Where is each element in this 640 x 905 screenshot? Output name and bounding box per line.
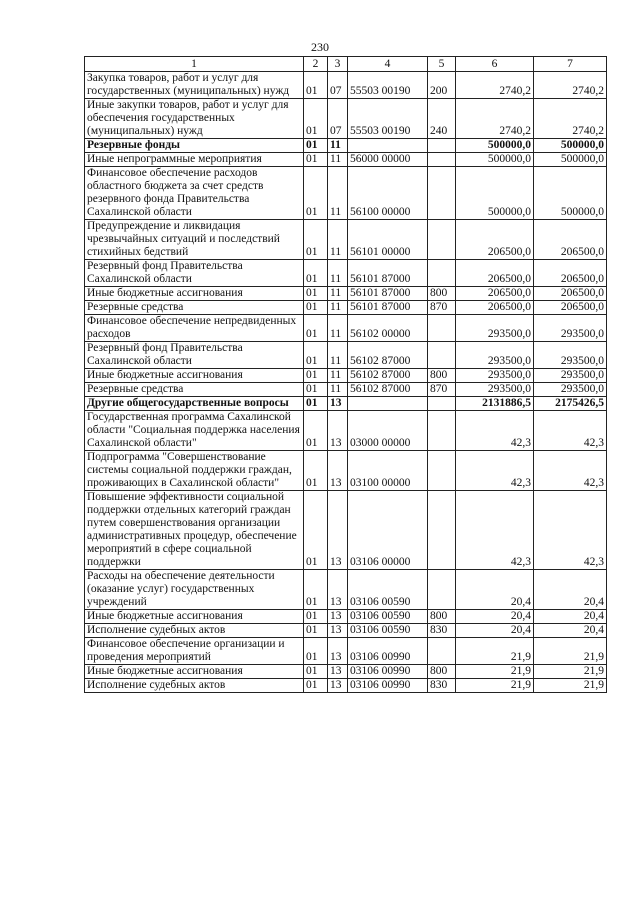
amount-cell-col6: 42,3 [456, 491, 534, 570]
target-article-cell: 56102 87000 [348, 342, 428, 369]
item-name-cell: Резервный фонд Правительства Сахалинской области [85, 260, 304, 287]
table-row [85, 665, 607, 679]
amount-cell-col6: 500000,0 [456, 139, 534, 153]
expense-type-cell [428, 397, 456, 411]
target-article-cell: 56101 87000 [348, 260, 428, 287]
table-row [85, 638, 607, 665]
item-name-cell: Резервные средства [85, 301, 304, 315]
expense-type-cell [428, 638, 456, 665]
target-article-cell: 55503 00190 [348, 99, 428, 139]
table-row [85, 624, 607, 638]
amount-cell-col6: 206500,0 [456, 301, 534, 315]
target-article-cell: 03106 00590 [348, 610, 428, 624]
item-name-cell: Иные непрограммные мероприятия [85, 153, 304, 167]
item-name-cell: Финансовое обеспечение расходов областного бюджета за счет средств резервного фонда Правительства Сахалинской области [85, 167, 304, 220]
subsection-code-cell: 11 [328, 301, 348, 315]
item-name-cell: Иные бюджетные ассигнования [85, 610, 304, 624]
subsection-code-cell: 11 [328, 315, 348, 342]
amount-cell-col6: 20,4 [456, 624, 534, 638]
expense-type-cell [428, 139, 456, 153]
section-code-cell: 01 [304, 624, 328, 638]
section-code-cell: 01 [304, 397, 328, 411]
amount-cell-col7: 21,9 [534, 679, 607, 693]
amount-cell-col7: 293500,0 [534, 342, 607, 369]
table-row [85, 610, 607, 624]
amount-cell-col7: 20,4 [534, 610, 607, 624]
table-row [85, 342, 607, 369]
subsection-code-cell: 11 [328, 220, 348, 260]
item-name-cell: Иные закупки товаров, работ и услуг для обеспечения государственных (муниципальных) нужд [85, 99, 304, 139]
section-code-cell: 01 [304, 287, 328, 301]
amount-cell-col7: 500000,0 [534, 139, 607, 153]
expense-type-cell [428, 153, 456, 167]
table-row [85, 167, 607, 220]
table-header-row [85, 57, 607, 72]
subsection-code-cell: 11 [328, 287, 348, 301]
amount-cell-col6: 206500,0 [456, 287, 534, 301]
section-code-cell: 01 [304, 638, 328, 665]
item-name-cell: Подпрограмма "Совершенствование системы социальной поддержки граждан, проживающих в Сахалинской области" [85, 451, 304, 491]
amount-cell-col6: 293500,0 [456, 383, 534, 397]
expense-type-cell [428, 491, 456, 570]
amount-cell-col6: 20,4 [456, 570, 534, 610]
amount-cell-col6: 293500,0 [456, 315, 534, 342]
subsection-code-cell: 13 [328, 411, 348, 451]
amount-cell-col6: 2740,2 [456, 99, 534, 139]
item-name-cell: Иные бюджетные ассигнования [85, 369, 304, 383]
amount-cell-col6: 20,4 [456, 610, 534, 624]
section-code-cell: 01 [304, 99, 328, 139]
section-code-cell: 01 [304, 679, 328, 693]
table-row [85, 153, 607, 167]
subsection-code-cell: 11 [328, 153, 348, 167]
expense-type-cell [428, 411, 456, 451]
section-code-cell: 01 [304, 153, 328, 167]
section-code-cell: 01 [304, 491, 328, 570]
page-number: 230 [311, 40, 329, 54]
target-article-cell: 55503 00190 [348, 72, 428, 99]
table-row [85, 72, 607, 99]
item-name-cell: Иные бюджетные ассигнования [85, 665, 304, 679]
section-code-cell: 01 [304, 451, 328, 491]
expense-type-cell: 870 [428, 383, 456, 397]
section-code-cell: 01 [304, 220, 328, 260]
item-name-cell: Иные бюджетные ассигнования [85, 287, 304, 301]
subsection-code-cell: 13 [328, 638, 348, 665]
table-row [85, 679, 607, 693]
table-row [85, 139, 607, 153]
section-code-cell: 01 [304, 139, 328, 153]
target-article-cell: 56102 87000 [348, 369, 428, 383]
target-article-cell: 56101 00000 [348, 220, 428, 260]
expense-type-cell [428, 167, 456, 220]
amount-cell-col6: 500000,0 [456, 153, 534, 167]
header-cell: 1 [85, 57, 304, 72]
section-code-cell: 01 [304, 260, 328, 287]
subsection-code-cell: 13 [328, 397, 348, 411]
amount-cell-col6: 21,9 [456, 665, 534, 679]
expense-type-cell [428, 220, 456, 260]
section-code-cell: 01 [304, 665, 328, 679]
target-article-cell: 03000 00000 [348, 411, 428, 451]
subsection-code-cell: 07 [328, 99, 348, 139]
amount-cell-col6: 293500,0 [456, 369, 534, 383]
item-name-cell: Исполнение судебных актов [85, 679, 304, 693]
target-article-cell: 56100 00000 [348, 167, 428, 220]
item-name-cell: Закупка товаров, работ и услуг для государственных (муниципальных) нужд [85, 72, 304, 99]
amount-cell-col7: 2740,2 [534, 72, 607, 99]
section-code-cell: 01 [304, 72, 328, 99]
target-article-cell: 03106 00990 [348, 638, 428, 665]
amount-cell-col7: 2175426,5 [534, 397, 607, 411]
header-cell: 5 [428, 57, 456, 72]
subsection-code-cell: 13 [328, 570, 348, 610]
item-name-cell: Расходы на обеспечение деятельности (оказание услуг) государственных учреждений [85, 570, 304, 610]
target-article-cell: 03106 00000 [348, 491, 428, 570]
expense-type-cell [428, 451, 456, 491]
table-row [85, 220, 607, 260]
amount-cell-col6: 2131886,5 [456, 397, 534, 411]
amount-cell-col6: 21,9 [456, 638, 534, 665]
expense-type-cell: 240 [428, 99, 456, 139]
target-article-cell: 56000 00000 [348, 153, 428, 167]
section-code-cell: 01 [304, 383, 328, 397]
subsection-code-cell: 13 [328, 610, 348, 624]
target-article-cell [348, 397, 428, 411]
budget-table [84, 56, 607, 693]
amount-cell-col7: 206500,0 [534, 301, 607, 315]
section-code-cell: 01 [304, 411, 328, 451]
header-cell: 4 [348, 57, 428, 72]
amount-cell-col7: 206500,0 [534, 287, 607, 301]
table-row [85, 383, 607, 397]
expense-type-cell: 800 [428, 665, 456, 679]
item-name-cell: Резервные фонды [85, 139, 304, 153]
target-article-cell: 03106 00590 [348, 570, 428, 610]
amount-cell-col7: 20,4 [534, 570, 607, 610]
amount-cell-col6: 206500,0 [456, 220, 534, 260]
table-row [85, 369, 607, 383]
header-cell: 2 [304, 57, 328, 72]
expense-type-cell [428, 315, 456, 342]
subsection-code-cell: 11 [328, 383, 348, 397]
subsection-code-cell: 11 [328, 369, 348, 383]
section-code-cell: 01 [304, 342, 328, 369]
item-name-cell: Государственная программа Сахалинской области "Социальная поддержка населения Сахалинской области" [85, 411, 304, 451]
subsection-code-cell: 11 [328, 260, 348, 287]
section-code-cell: 01 [304, 369, 328, 383]
expense-type-cell: 830 [428, 624, 456, 638]
table-row [85, 99, 607, 139]
amount-cell-col7: 293500,0 [534, 369, 607, 383]
table-row [85, 315, 607, 342]
target-article-cell: 56102 00000 [348, 315, 428, 342]
target-article-cell: 56101 87000 [348, 287, 428, 301]
target-article-cell: 56101 87000 [348, 301, 428, 315]
amount-cell-col7: 206500,0 [534, 260, 607, 287]
item-name-cell: Резервный фонд Правительства Сахалинской области [85, 342, 304, 369]
amount-cell-col7: 42,3 [534, 411, 607, 451]
expense-type-cell: 800 [428, 287, 456, 301]
table-row [85, 260, 607, 287]
amount-cell-col6: 42,3 [456, 411, 534, 451]
amount-cell-col6: 21,9 [456, 679, 534, 693]
target-article-cell: 03106 00990 [348, 665, 428, 679]
subsection-code-cell: 11 [328, 167, 348, 220]
table-row [85, 411, 607, 451]
amount-cell-col7: 293500,0 [534, 315, 607, 342]
header-cell: 3 [328, 57, 348, 72]
target-article-cell: 03100 00000 [348, 451, 428, 491]
item-name-cell: Повышение эффективности социальной поддержки отдельных категорий граждан путем совершенствования организации административных процедур, обеспечение мероприятий в сфере социальной поддержки [85, 491, 304, 570]
section-code-cell: 01 [304, 301, 328, 315]
item-name-cell: Финансовое обеспечение организации и проведения мероприятий [85, 638, 304, 665]
table-row [85, 491, 607, 570]
section-code-cell: 01 [304, 610, 328, 624]
table-row [85, 397, 607, 411]
amount-cell-col6: 293500,0 [456, 342, 534, 369]
section-code-cell: 01 [304, 315, 328, 342]
amount-cell-col7: 293500,0 [534, 383, 607, 397]
amount-cell-col7: 42,3 [534, 491, 607, 570]
section-code-cell: 01 [304, 167, 328, 220]
target-article-cell: 56102 87000 [348, 383, 428, 397]
header-cell: 7 [534, 57, 607, 72]
table-row [85, 287, 607, 301]
amount-cell-col7: 500000,0 [534, 153, 607, 167]
subsection-code-cell: 13 [328, 491, 348, 570]
section-code-cell: 01 [304, 570, 328, 610]
subsection-code-cell: 13 [328, 624, 348, 638]
target-article-cell: 03106 00590 [348, 624, 428, 638]
amount-cell-col7: 42,3 [534, 451, 607, 491]
item-name-cell: Предупреждение и ликвидация чрезвычайных ситуаций и последствий стихийных бедствий [85, 220, 304, 260]
expense-type-cell: 200 [428, 72, 456, 99]
amount-cell-col6: 42,3 [456, 451, 534, 491]
item-name-cell: Исполнение судебных актов [85, 624, 304, 638]
subsection-code-cell: 11 [328, 139, 348, 153]
table-row [85, 570, 607, 610]
item-name-cell: Другие общегосударственные вопросы [85, 397, 304, 411]
amount-cell-col7: 20,4 [534, 624, 607, 638]
table-row [85, 301, 607, 315]
amount-cell-col6: 206500,0 [456, 260, 534, 287]
amount-cell-col7: 500000,0 [534, 167, 607, 220]
amount-cell-col6: 2740,2 [456, 72, 534, 99]
subsection-code-cell: 13 [328, 665, 348, 679]
amount-cell-col7: 2740,2 [534, 99, 607, 139]
expense-type-cell [428, 570, 456, 610]
item-name-cell: Резервные средства [85, 383, 304, 397]
target-article-cell: 03106 00990 [348, 679, 428, 693]
expense-type-cell: 830 [428, 679, 456, 693]
target-article-cell [348, 139, 428, 153]
amount-cell-col7: 21,9 [534, 638, 607, 665]
expense-type-cell [428, 260, 456, 287]
amount-cell-col6: 500000,0 [456, 167, 534, 220]
subsection-code-cell: 11 [328, 342, 348, 369]
expense-type-cell [428, 342, 456, 369]
item-name-cell: Финансовое обеспечение непредвиденных расходов [85, 315, 304, 342]
expense-type-cell: 800 [428, 610, 456, 624]
subsection-code-cell: 13 [328, 679, 348, 693]
subsection-code-cell: 07 [328, 72, 348, 99]
subsection-code-cell: 13 [328, 451, 348, 491]
expense-type-cell: 800 [428, 369, 456, 383]
expense-type-cell: 870 [428, 301, 456, 315]
amount-cell-col7: 206500,0 [534, 220, 607, 260]
table-row [85, 451, 607, 491]
amount-cell-col7: 21,9 [534, 665, 607, 679]
header-cell: 6 [456, 57, 534, 72]
